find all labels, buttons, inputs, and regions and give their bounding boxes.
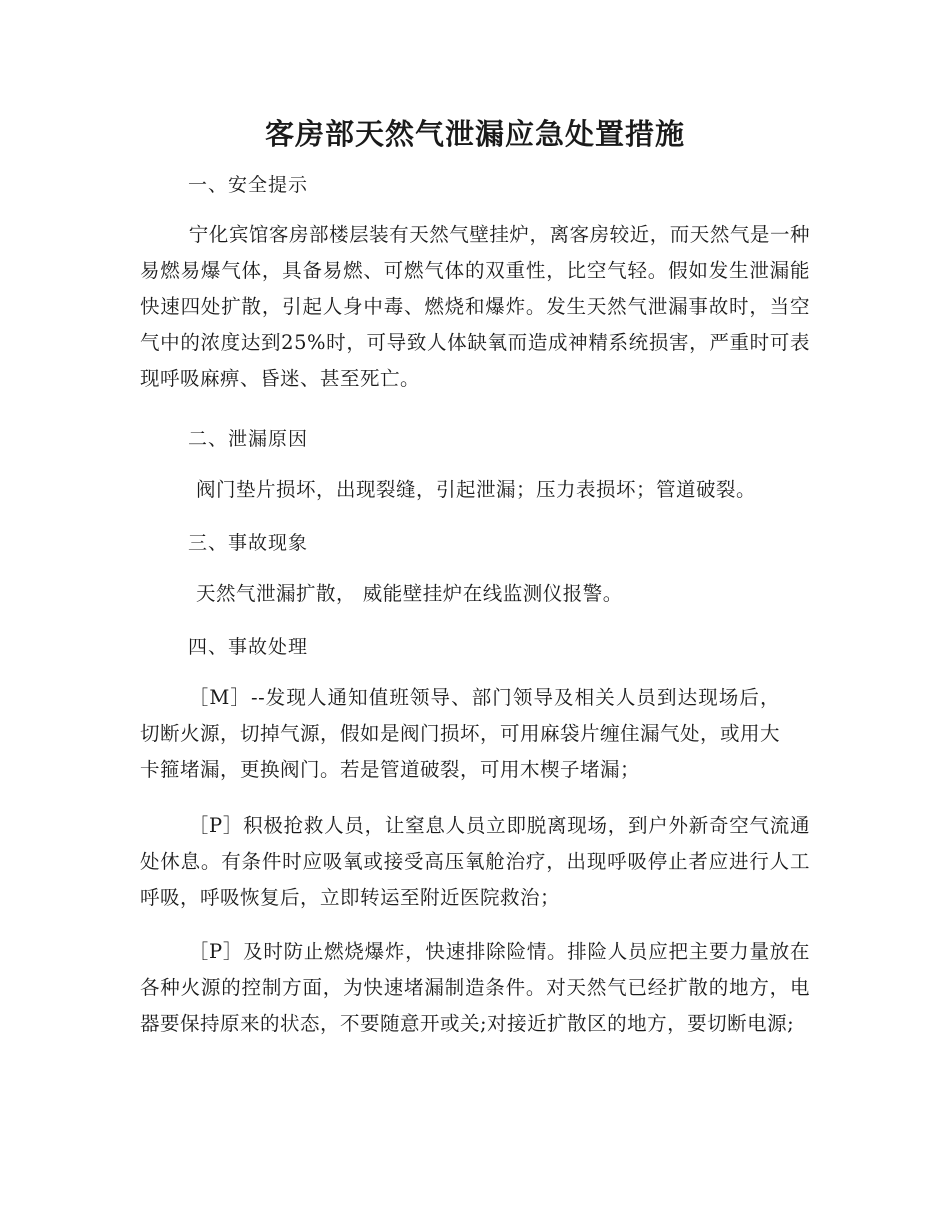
paragraph-handling-p1: ［P］积极抢救人员，让窒息人员立即脱离现场，到户外新奇空气流通处休息。有条件时应吸氧或接受高压氧舱治疗，出现呼吸停止者应进行人工呼吸，呼吸恢复后，立即转运至附近医院救治； <box>140 814 810 909</box>
section-heading-accident-handling: 四、事故处理 <box>188 636 309 658</box>
paragraph-handling-p2: ［P］及时防止燃烧爆炸，快速排除险情。排险人员应把主要力量放在各种火源的控制方面，为快速堵漏制造条件。对天然气已经扩散的地方，电器要保持原来的状态，不要随意开或关;对接近扩散区的地方，要切断电源; <box>140 940 810 1035</box>
paragraph-leak-causes: 阀门垫片损坏，出现裂缝，引起泄漏；压力表损坏；管道破裂。 <box>196 478 757 501</box>
section-heading-accident-phenomena: 三、事故现象 <box>188 532 309 554</box>
paragraph-accident-phenomena: 天然气泄漏扩散， 威能壁挂炉在线监测仪报警。 <box>196 582 623 605</box>
paragraph-handling-m: ［M］--发现人通知值班领导、部门领导及相关人员到达现场后，切断火源，切掉气源，假如是阀门损坏，可用麻袋片缠住漏气处，或用大卡箍堵漏，更换阀门。若是管道破裂，可用木楔子堵漏； <box>140 686 781 781</box>
section-heading-leak-causes: 二、泄漏原因 <box>188 428 309 450</box>
document-title: 客房部天然气泄漏应急处置措施 <box>264 117 685 151</box>
section-heading-safety-tips: 一、安全提示 <box>188 174 309 196</box>
paragraph-safety-tips: 宁化宾馆客房部楼层装有天然气壁挂炉，离客房较近，而天然气是一种易燃易爆气体，具备易燃、可燃气体的双重性，比空气轻。假如发生泄漏能快速四处扩散，引起人身中毒、燃烧和爆炸。发生天然气泄漏事故时，当空气中的浓度达到25%时，可导致人体缺氧而造成神精系统损害，严重时可表现呼吸麻痹、昏迷、甚至死亡。 <box>140 223 810 390</box>
